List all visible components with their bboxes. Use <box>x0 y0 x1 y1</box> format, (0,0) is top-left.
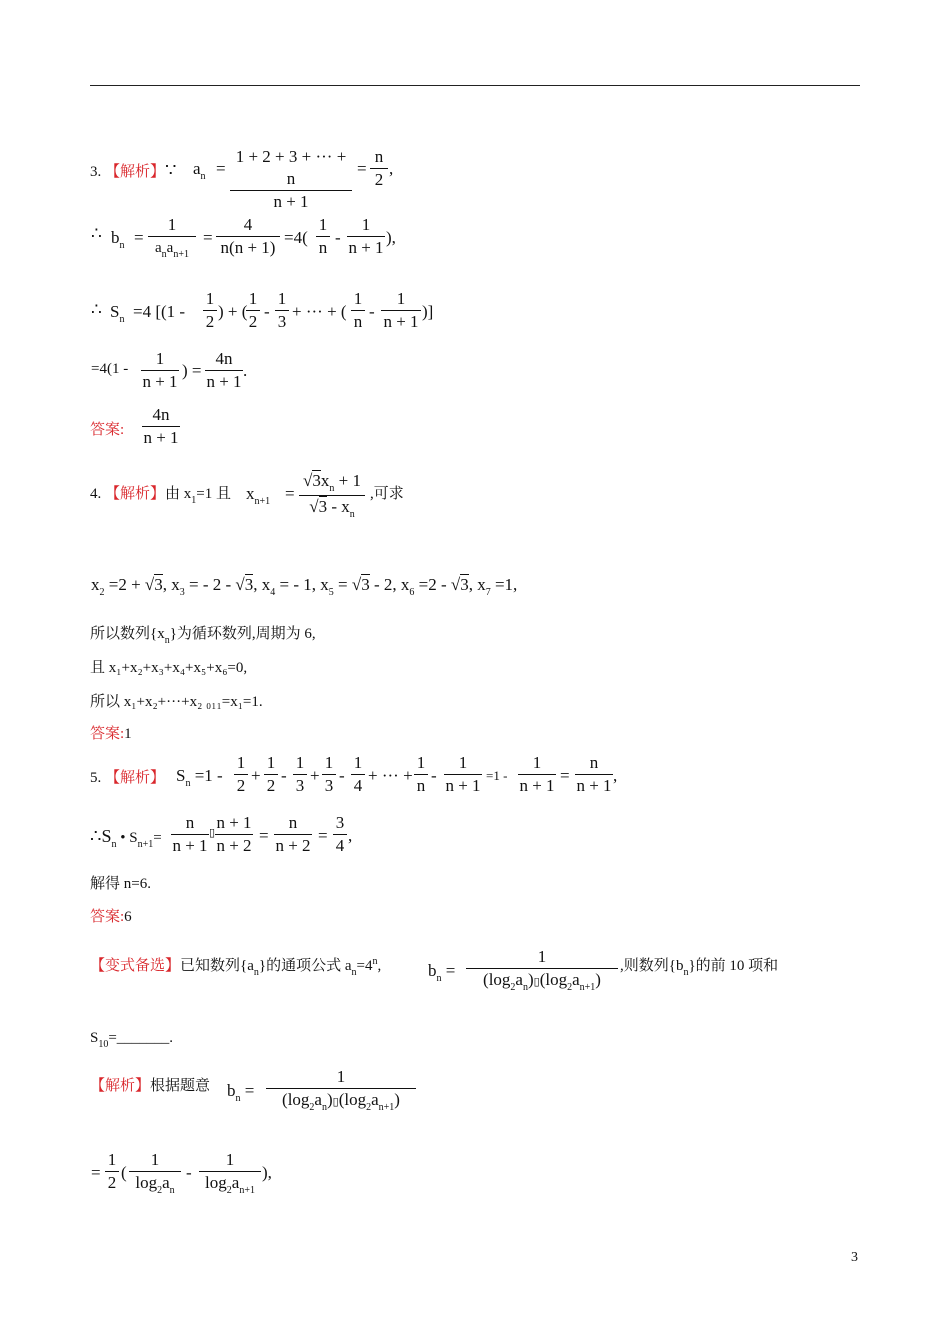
p5-comma: , <box>613 766 618 785</box>
p3-eq5: =4( <box>284 228 308 247</box>
p4-eq: = <box>285 484 295 503</box>
p5-eqb: = <box>318 826 328 845</box>
p4-seq: $x_2 =2 + √3$, $x_3$ = - 2 - √3, $x_4$ = - 1, $x_5 = √3 - 2$, $x_6 =2 - √3$, $x_7 =1$, <box>91 575 518 598</box>
variant-frac: 1 $(\log_2a_n)▯(\log_2a_{n+1})$ <box>466 946 618 994</box>
p3-sn: $S_n$ <box>110 302 125 325</box>
p5-f7: 1 n + 1 <box>445 753 481 795</box>
p5-g2: n + 1 n + 2 <box>216 813 252 855</box>
p3-eq2: = <box>357 159 367 178</box>
variant-f2: 1 $\log_2a_{n+1}$ <box>199 1149 261 1197</box>
variant-sol-bn: $b_n$ = <box>227 1081 255 1104</box>
p5-o8: = <box>560 766 570 785</box>
variant-bn: $b_n$ = <box>428 961 456 984</box>
p5-prod: $\therefore S_n$ • $S_{n+1}=$ <box>90 826 162 850</box>
p3-eq3: = <box>134 228 144 247</box>
p3-sn-rhs: =4 [(1 - <box>133 302 186 321</box>
p5-o3: + <box>310 766 320 785</box>
p3-op1: ) + ( <box>218 302 248 321</box>
p5-comma2: , <box>348 826 353 845</box>
variant-half: 1 2 <box>105 1149 119 1194</box>
p3-frac-res2: 4n n + 1 <box>206 349 242 391</box>
p4-rec-frac: $√3x_n + 1$ $√3 - x_n$ <box>299 470 365 521</box>
p4-xn1: $x_{n+1}$ <box>246 484 271 507</box>
variant-f1: 1 $\log_2a_n$ <box>129 1149 181 1197</box>
p5-g1: n n + 1 <box>172 813 208 855</box>
therefore-2: ∴ <box>91 300 102 319</box>
header-rule <box>90 85 860 86</box>
variant-paren: ( <box>121 1163 127 1182</box>
p5-o2: - <box>281 766 287 785</box>
p5-sn: $S_n =1$ - <box>176 766 223 789</box>
p3-frac-1np1: 1 n + 1 <box>348 215 384 257</box>
variant-s10: $S_{10}=\_\_\_\_\_\_\_$. <box>90 1030 174 1050</box>
variant-sol: 【解析】根据题意 <box>90 1078 211 1094</box>
p3-res-eq: ) = <box>182 361 202 380</box>
variant-eq: = <box>91 1163 101 1182</box>
p5-f3: 1 3 <box>293 752 307 797</box>
p5-o4: - <box>339 766 345 785</box>
p5-o6: - <box>431 766 437 785</box>
p5-solve: 解得 n=6. <box>90 876 151 892</box>
p3-op3: - <box>369 302 375 321</box>
p5-f4: 1 3 <box>322 752 336 797</box>
p5-f2: 1 2 <box>264 752 278 797</box>
p3-frac-res1: 1 n + 1 <box>142 349 178 391</box>
p3-eq4: = <box>203 228 213 247</box>
p4-line4: 所以 x₁+x₂+···+x₂ ₀₁₁=x₁=1. <box>90 694 263 710</box>
p3-frac-bn2: 4 n(n + 1) <box>216 214 280 259</box>
p3-frac-1np1-b: 1 n + 1 <box>381 288 421 333</box>
p4-line2: 所以数列$\{x_n\}$为循环数列,周期为 6, <box>90 626 316 646</box>
p5-g4: 3 4 <box>333 812 347 857</box>
p5-heading: 5. 【解析】 <box>90 770 166 786</box>
p4-answer: 答案:1 <box>90 726 132 742</box>
p3-op2: - <box>264 302 270 321</box>
p3-bn: $b_n$ <box>111 228 125 251</box>
p3-frac-sum: 1 + 2 + 3 + ··· + n n + 1 <box>230 146 352 213</box>
p3-bracket: )] <box>422 302 434 321</box>
variant-sol-frac: 1 $(\log_2a_n)▯(\log_2a_{n+1})$ <box>266 1066 416 1114</box>
p3-frac-1n-b: 1 n <box>351 288 365 333</box>
p3-answer-label: 答案: <box>90 422 125 438</box>
p5-o1: + <box>251 766 261 785</box>
p3-res-lhs: =4(1 - <box>91 361 129 377</box>
page-number: 3 <box>851 1250 858 1265</box>
p3-frac-bn1: 1 $a_na_{n+1}$ <box>148 214 196 261</box>
p5-g3: n n + 2 <box>275 813 311 855</box>
p3-an: $a_n$ <box>193 159 206 182</box>
p5-o7: =1 - <box>486 768 508 783</box>
p3-dots: + ··· + ( <box>292 302 347 321</box>
variant-line-b: ,则数列$\{b_n\}$的前 10 项和 <box>620 958 779 978</box>
p3-frac-n2: n 2 <box>370 146 388 191</box>
p4-heading: 4. 【解析】由 $x_1=1$ 且 <box>90 486 231 506</box>
p5-answer: 答案:6 <box>90 909 132 925</box>
p3-comma: , <box>389 159 394 178</box>
p5-f1: 1 2 <box>234 752 248 797</box>
p5-eqa: = <box>259 826 269 845</box>
p3-minus1: - <box>335 228 341 247</box>
p3-eq1: = <box>216 159 226 178</box>
variant-ending: ), <box>262 1163 272 1182</box>
p3-frac-12b: 1 2 <box>246 288 260 333</box>
variant-line: 【变式备选】已知数列$\{a_n\}$的通项公式 $a_n=4^n$, <box>90 956 382 978</box>
p4-text-c: ,可求 <box>370 486 404 502</box>
variant-minus: - <box>186 1163 192 1182</box>
therefore-1: ∴ <box>91 224 102 243</box>
p3-heading: 3. 【解析】∵ <box>90 160 177 180</box>
p3-period: . <box>243 361 248 380</box>
p4-line3: 且 x₁+x₂+x₃+x₄+x₅+x₆=0, <box>90 660 248 676</box>
p5-f6: 1 n <box>414 752 428 797</box>
p5-f8: 1 n + 1 <box>519 753 555 795</box>
p5-o5: + ··· + <box>368 766 413 785</box>
p5-dot: ▯ <box>209 827 216 839</box>
p3-frac-12a: 1 2 <box>203 288 217 333</box>
p3-frac-13: 1 3 <box>275 288 289 333</box>
p3-frac-1n: 1 n <box>316 214 330 259</box>
p5-f5: 1 4 <box>351 752 365 797</box>
p3-close1: ), <box>386 228 396 247</box>
p5-f9: n n + 1 <box>576 753 612 795</box>
p3-answer-frac: 4n n + 1 <box>143 405 179 447</box>
